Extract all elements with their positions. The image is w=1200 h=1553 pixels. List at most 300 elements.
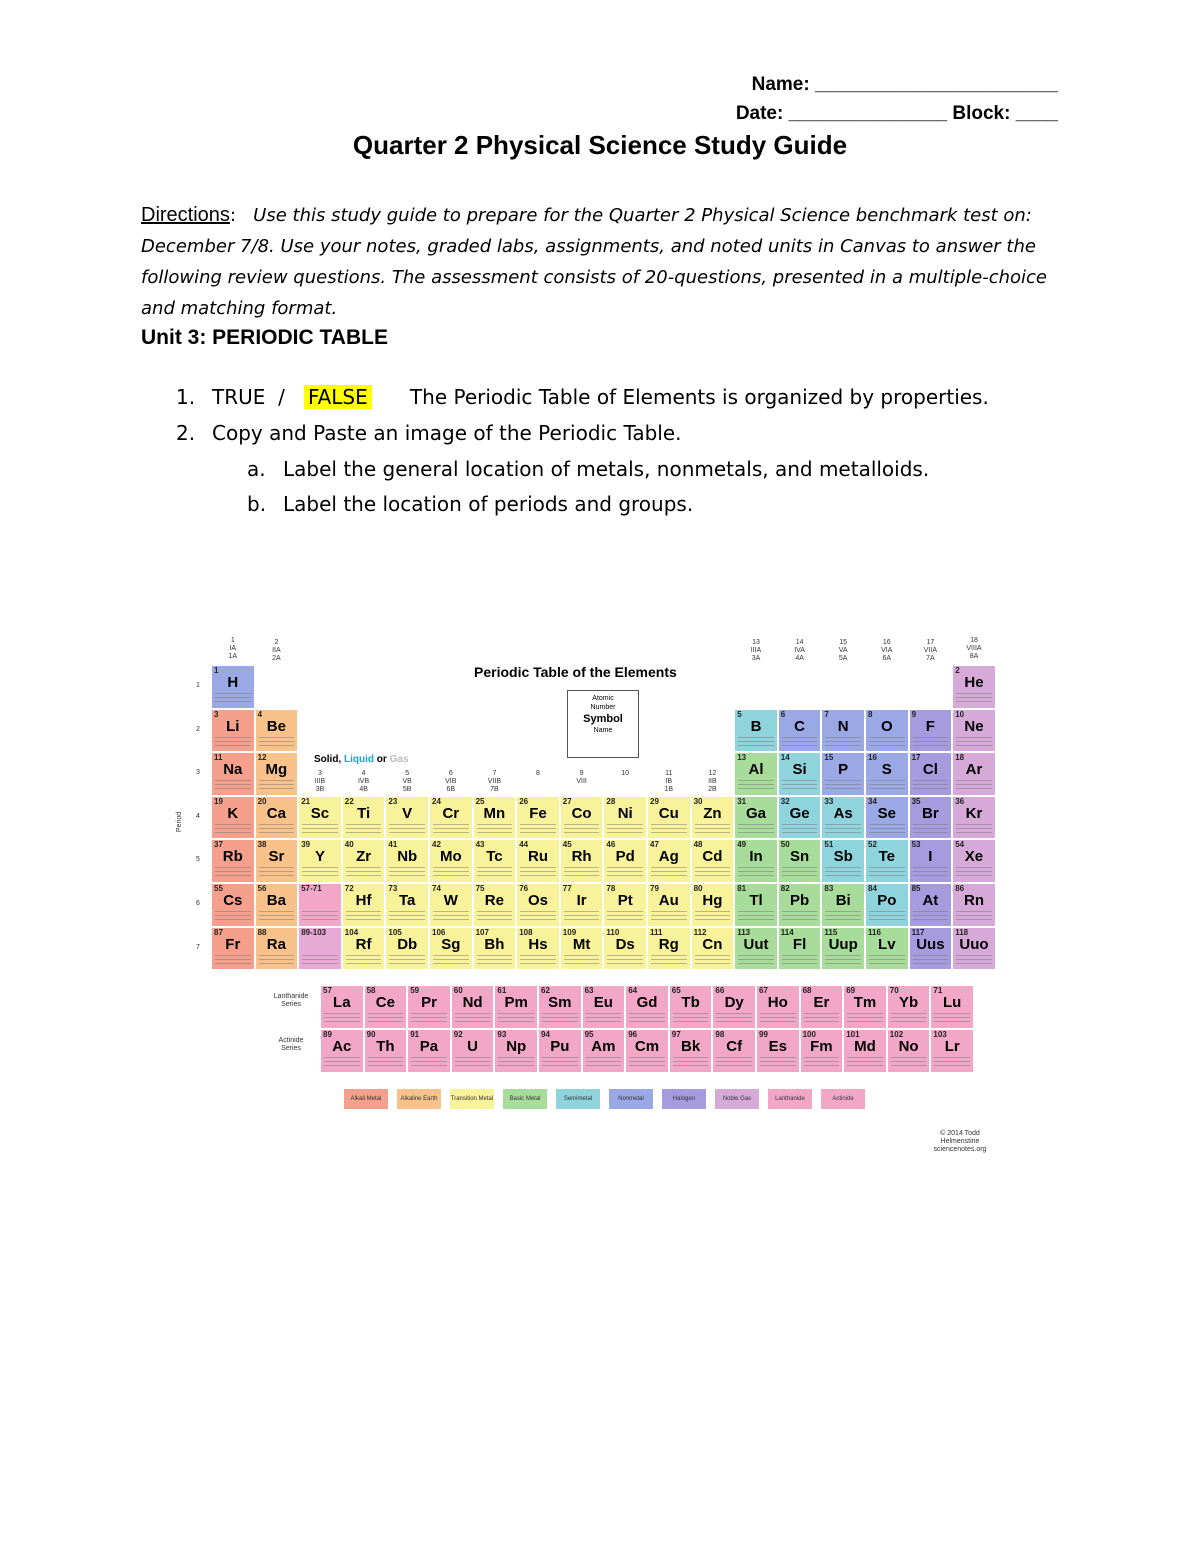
group-label-line: 4A [795, 655, 804, 662]
fine-print [477, 867, 513, 868]
fine-print [956, 915, 992, 916]
element-symbol: Sg [441, 935, 461, 953]
fine-print [477, 963, 513, 964]
atomic-number: 62 [541, 986, 550, 995]
fine-print [324, 1021, 360, 1022]
fine-print [869, 955, 905, 956]
element-ge [778, 796, 822, 840]
group-label [821, 639, 865, 663]
fine-print [782, 780, 818, 781]
element-symbol: Cf [726, 1038, 743, 1055]
atomic-number: 110 [606, 927, 620, 937]
atomic-number: 36 [955, 796, 965, 806]
element-symbol: Y [314, 848, 325, 866]
element-u [451, 1029, 495, 1073]
element-symbol: Ge [789, 804, 810, 822]
fine-print [956, 911, 992, 912]
atomic-number: 7 [824, 709, 829, 719]
atomic-number: 89-103 [301, 927, 327, 937]
fine-print [215, 875, 251, 876]
element-symbol: Sb [833, 848, 853, 866]
fine-print [804, 1013, 840, 1014]
element-te [865, 839, 909, 883]
fine-print [433, 919, 469, 920]
fine-print [586, 1061, 622, 1062]
fine-print [259, 828, 295, 829]
element-symbol: Er [813, 994, 830, 1011]
fine-print [433, 824, 469, 825]
fine-print [215, 832, 251, 833]
atomic-number: 114 [780, 927, 794, 937]
element-symbol: At [922, 892, 939, 909]
fine-print [389, 871, 425, 872]
element-symbol: Pt [617, 892, 633, 909]
fine-print [738, 832, 774, 833]
element-symbol: Pu [550, 1038, 570, 1055]
atomic-number: 87 [214, 927, 223, 937]
fine-print [389, 867, 425, 868]
fine-print [542, 1061, 578, 1062]
element-symbol: Os [527, 892, 548, 909]
element-symbol: Np [506, 1038, 527, 1055]
element-symbol: Fl [792, 935, 807, 953]
fine-print [346, 871, 382, 872]
fine-print [346, 919, 382, 920]
element-symbol: Po [877, 892, 897, 909]
fine-print [956, 959, 992, 960]
group-label-line: VIIB [487, 778, 501, 786]
fine-print [607, 911, 643, 912]
period-number: 5 [196, 856, 200, 864]
fine-print [477, 911, 513, 912]
fine-print [782, 737, 818, 738]
fine-print [825, 915, 861, 916]
fine-print [782, 745, 818, 746]
fine-print [913, 959, 949, 960]
element-fl [778, 927, 822, 971]
atomic-number: 117 [911, 927, 925, 937]
atomic-number: 63 [584, 986, 594, 995]
fine-print [934, 1017, 970, 1018]
legend-hal: Halogen [662, 1089, 706, 1109]
element-ta [385, 883, 429, 927]
fine-print [607, 919, 643, 920]
fine-print [651, 959, 687, 960]
group-label [298, 770, 342, 794]
element-rn [952, 883, 996, 927]
element-au [647, 883, 691, 927]
fine-print [302, 959, 338, 960]
atomic-number: 46 [606, 840, 616, 850]
atomic-number: 93 [497, 1030, 507, 1039]
group-label-line: 3A [751, 655, 761, 662]
element-lr [930, 1029, 974, 1073]
fine-print [738, 875, 774, 876]
atomic-number: 21 [301, 796, 311, 806]
element-rb [211, 839, 255, 883]
atomic-number: 35 [911, 796, 921, 806]
element-symbol: Uut [743, 935, 769, 953]
atomic-number: 55 [214, 884, 223, 893]
group-label-line: IB [665, 778, 673, 786]
fine-print [215, 919, 251, 920]
fine-print [673, 1017, 709, 1018]
atomic-number: 106 [432, 927, 446, 937]
fine-print [215, 697, 251, 698]
fine-print [368, 1013, 404, 1014]
element-er [800, 985, 844, 1029]
fine-print [520, 955, 556, 956]
element-symbol: S [881, 761, 892, 779]
fine-print [847, 1065, 883, 1066]
element-symbol: Dy [724, 994, 744, 1011]
fine-print [259, 824, 295, 825]
fine-print [913, 737, 949, 738]
element-cd [691, 839, 735, 883]
fine-print [695, 919, 731, 920]
atomic-number: 65 [671, 986, 681, 995]
fine-print [433, 911, 469, 912]
group-label [865, 639, 909, 663]
group-label-line: 5A [838, 655, 848, 662]
fine-print [651, 915, 687, 916]
element-symbol: Am [591, 1038, 616, 1055]
element-mn [473, 796, 517, 840]
fine-print [869, 828, 905, 829]
element-pa [407, 1029, 451, 1073]
atomic-number: 73 [388, 884, 398, 893]
fine-print [586, 1065, 622, 1066]
fine-print [913, 915, 949, 916]
element-symbol: Zn [703, 804, 722, 822]
element-symbol: Nb [397, 848, 418, 866]
fine-print [346, 867, 382, 868]
fine-print [259, 788, 295, 789]
fine-print [586, 1021, 622, 1022]
atomic-number: 69 [846, 986, 856, 995]
element-symbol: Cd [702, 848, 723, 866]
group-label-line: 16 [882, 639, 891, 646]
element-symbol: Zr [356, 848, 372, 866]
element-symbol: Tb [681, 994, 700, 1011]
fine-print [738, 745, 774, 746]
fine-print [825, 741, 861, 742]
fine-print [411, 1065, 447, 1066]
directions-label: Directions [141, 204, 230, 226]
fine-print [433, 867, 469, 868]
sub-question-letter: b. [247, 492, 267, 516]
atomic-number: 104 [344, 927, 359, 937]
fine-print [564, 919, 600, 920]
fine-print [259, 867, 295, 868]
unit-heading: Unit 3: PERIODIC TABLE [141, 326, 388, 349]
fine-print [825, 780, 861, 781]
atomic-number: 90 [366, 1030, 376, 1039]
element-cu [647, 796, 691, 840]
element-symbol: Si [792, 761, 807, 779]
atomic-number: 64 [628, 986, 638, 995]
group-label-line: IIB [708, 778, 717, 786]
period-number: 7 [196, 943, 200, 951]
periodic-table-title: Periodic Table of the Elements [474, 664, 677, 680]
element-symbol: Db [397, 935, 418, 953]
element-uus [909, 927, 953, 971]
element-symbol: Hg [702, 892, 723, 909]
group-label-line: VIII [576, 778, 587, 786]
fine-print [477, 871, 513, 872]
state-legend [314, 754, 408, 765]
group-label [342, 770, 386, 794]
state-or: or [374, 754, 390, 765]
fine-print [498, 1061, 534, 1062]
group-label-line: IIIA [750, 647, 762, 654]
key-symbol: Symbol [583, 713, 623, 725]
element-lu [930, 985, 974, 1029]
element-ba [255, 883, 299, 927]
element-fe [516, 796, 560, 840]
element-c [778, 709, 822, 753]
legend-non: Nonmetal [609, 1089, 653, 1109]
element-symbol: Bk [681, 1038, 701, 1055]
element-sb [821, 839, 865, 883]
element-gd [625, 985, 669, 1029]
legend-ae: Alkaline Earth [397, 1089, 441, 1109]
fine-print [368, 1017, 404, 1018]
element-symbol: Lv [878, 935, 896, 953]
fine-print [607, 828, 643, 829]
fine-print [455, 1021, 491, 1022]
element-in [734, 839, 778, 883]
atomic-number: 58 [366, 986, 376, 995]
element-y [298, 839, 342, 883]
element-symbol: B [750, 717, 762, 735]
legend-noble: Noble Gas [715, 1089, 759, 1109]
element-db [385, 927, 429, 971]
atomic-number: 61 [497, 986, 507, 995]
key-atomic: Atomic [592, 695, 614, 702]
fine-print [760, 1061, 796, 1062]
group-label-line: VIIA [923, 647, 937, 654]
element-symbol: Au [658, 892, 679, 909]
fine-print [913, 745, 949, 746]
atomic-number: 15 [824, 753, 834, 763]
fine-print [564, 828, 600, 829]
atomic-number: 60 [453, 986, 463, 995]
fine-print [259, 780, 295, 781]
element-np [494, 1029, 538, 1073]
element-symbol: Lu [943, 994, 962, 1011]
element-symbol: Hs [528, 935, 548, 953]
fine-print [891, 1013, 927, 1014]
fine-print [455, 1013, 491, 1014]
fine-print [869, 915, 905, 916]
fine-print [411, 1021, 447, 1022]
fine-print [956, 871, 992, 872]
fine-print [498, 1017, 534, 1018]
element-tm [843, 985, 887, 1029]
fine-print [738, 784, 774, 785]
atomic-number: 5 [737, 709, 742, 719]
element-symbol: Ga [745, 804, 766, 822]
element-symbol: Ru [527, 848, 548, 866]
element-cr [429, 796, 473, 840]
fine-print [477, 955, 513, 956]
fine-print [433, 871, 469, 872]
element-symbol: Mt [572, 935, 591, 953]
period-number: 3 [196, 769, 200, 777]
group-label [255, 639, 299, 663]
fine-print [215, 741, 251, 742]
element-symbol: Xe [964, 848, 984, 866]
group-label-line: 6 [448, 770, 453, 778]
actinide-placeholder [298, 927, 342, 971]
atomic-number: 42 [432, 840, 441, 850]
fine-print [215, 784, 251, 785]
question-2-text: Copy and Paste an image of the Periodic Table. [212, 421, 682, 445]
group-label [952, 637, 996, 661]
fine-print [934, 1057, 970, 1058]
atomic-number: 98 [715, 1030, 725, 1039]
period-number: 4 [196, 812, 200, 820]
atomic-number: 88 [257, 927, 267, 937]
fine-print [782, 784, 818, 785]
fine-print [913, 867, 949, 868]
atomic-number: 83 [824, 884, 834, 893]
element-pu [538, 1029, 582, 1073]
atomic-number: 80 [693, 884, 703, 893]
fine-print [564, 824, 600, 825]
true-option[interactable]: TRUE [212, 385, 266, 409]
false-option-highlighted[interactable]: FALSE [304, 385, 372, 409]
fine-print [215, 780, 251, 781]
atomic-number: 44 [519, 840, 529, 850]
question-2a-text: Label the general location of metals, nonmetals, and metalloids. [283, 457, 930, 481]
element-pt [603, 883, 647, 927]
fine-print [738, 741, 774, 742]
group-label-line: IA [229, 645, 237, 652]
element-ag [647, 839, 691, 883]
fine-print [607, 875, 643, 876]
state-liquid: Liquid [344, 754, 374, 765]
fine-print [542, 1013, 578, 1014]
fine-print [564, 832, 600, 833]
element-symbol: Cl [922, 761, 938, 779]
element-symbol: Th [376, 1038, 395, 1055]
element-symbol: Rb [222, 848, 243, 866]
group-label-line: VIA [881, 647, 893, 654]
fine-print [302, 919, 338, 920]
fine-print [869, 959, 905, 960]
fine-print [389, 911, 425, 912]
fine-print [913, 963, 949, 964]
fine-print [586, 1057, 622, 1058]
legend-act: Actinide [821, 1089, 865, 1109]
fine-print [782, 875, 818, 876]
fine-print [804, 1065, 840, 1066]
fine-print [869, 788, 905, 789]
element-cs [211, 883, 255, 927]
fine-print [259, 959, 295, 960]
fine-print [782, 959, 818, 960]
atomic-number: 28 [606, 796, 616, 806]
fine-print [389, 919, 425, 920]
atomic-number: 77 [562, 884, 572, 893]
fine-print [825, 737, 861, 738]
element-nb [385, 839, 429, 883]
fine-print [520, 832, 556, 833]
fine-print [629, 1021, 665, 1022]
element-symbol: Sr [268, 848, 285, 866]
atomic-number: 91 [410, 1030, 420, 1039]
atomic-number: 48 [693, 840, 703, 850]
fine-print [389, 955, 425, 956]
fine-print [215, 745, 251, 746]
fine-print [956, 697, 992, 698]
element-al [734, 752, 778, 796]
fine-print [956, 875, 992, 876]
fine-print [782, 741, 818, 742]
fine-print [760, 1013, 796, 1014]
fine-print [695, 824, 731, 825]
fine-print [956, 780, 992, 781]
fine-print [607, 871, 643, 872]
fine-print [477, 832, 513, 833]
atomic-number: 67 [759, 986, 768, 995]
fine-print [215, 701, 251, 702]
fine-print [389, 915, 425, 916]
fine-print [651, 867, 687, 868]
fine-print [542, 1017, 578, 1018]
fine-print [433, 875, 469, 876]
fine-print [673, 1057, 709, 1058]
fine-print [389, 959, 425, 960]
fine-print [324, 1065, 360, 1066]
fine-print [520, 911, 556, 912]
group-label-line: IVA [794, 647, 805, 654]
group-label [385, 770, 429, 794]
element-se [865, 796, 909, 840]
fine-print [651, 963, 687, 964]
fine-print [455, 1065, 491, 1066]
element-yb [887, 985, 931, 1029]
element-symbol: Bh [484, 935, 505, 953]
element-h [211, 665, 255, 709]
fine-print [564, 871, 600, 872]
element-f [909, 709, 953, 753]
fine-print [782, 788, 818, 789]
atomic-number: 37 [214, 840, 223, 850]
group-label-line: VA [838, 647, 848, 654]
fine-print [738, 737, 774, 738]
fine-print [542, 1065, 578, 1066]
group-label-line: 2 [274, 639, 279, 646]
element-he [952, 665, 996, 709]
element-symbol: Cn [702, 935, 723, 953]
fine-print [651, 911, 687, 912]
fine-print [433, 963, 469, 964]
fine-print [847, 1061, 883, 1062]
element-symbol: F [925, 717, 935, 735]
element-key-box [567, 690, 639, 758]
state-gas: Gas [389, 754, 409, 765]
fine-print [760, 1057, 796, 1058]
fine-print [302, 955, 338, 956]
fine-print [389, 875, 425, 876]
fine-print [716, 1013, 752, 1014]
fine-print [956, 867, 992, 868]
lanthanide-series-label: Lanthanide Series [273, 993, 309, 1008]
atomic-number: 108 [519, 927, 533, 937]
